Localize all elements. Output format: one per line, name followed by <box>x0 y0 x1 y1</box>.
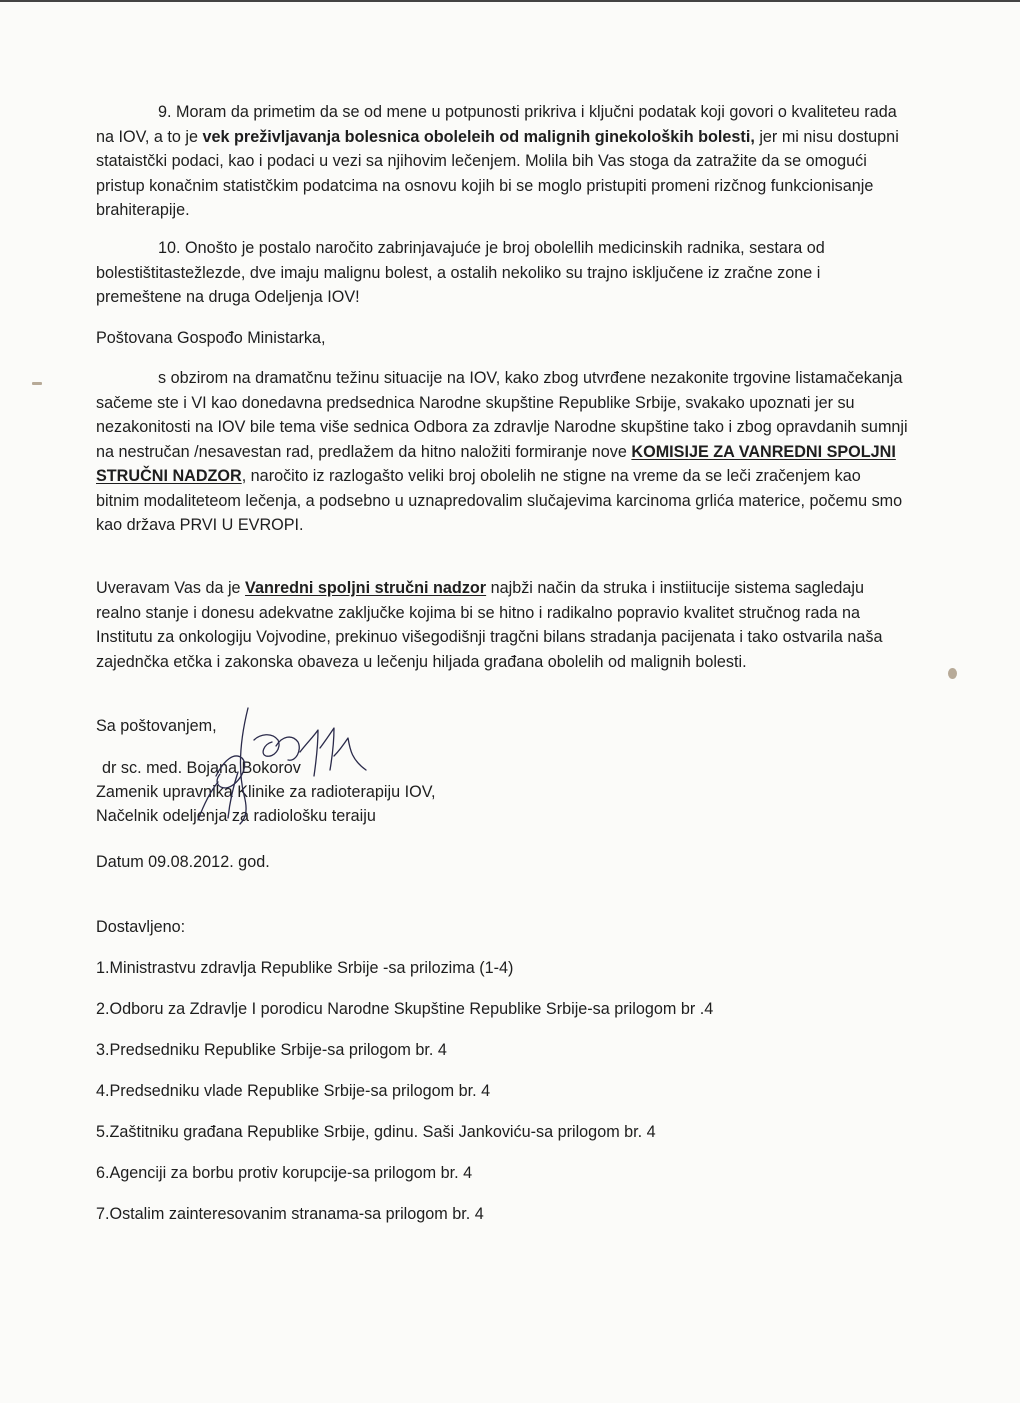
delivered-heading: Dostavljeno: <box>96 918 186 936</box>
paragraph-11 <box>96 366 908 538</box>
paragraph-9-bold: vek preživljavanja bolesnica oboleleih od malignih ginekoloških bolesti, <box>202 127 755 146</box>
paragraph-9 <box>96 100 908 223</box>
paragraph-12 <box>96 576 908 674</box>
recipient-item: 5.Zaštitniku građana Republike Srbije, gdinu. Saši Jankoviću-sa prilogom br. 4 <box>96 1123 656 1141</box>
signer-title-2: Načelnik odeljenja za radiološku teraiju <box>96 807 376 825</box>
paragraph-12-text-a: Uveravam Vas da je <box>96 579 246 597</box>
paragraph-11-bold: KOMISIJE ZA VANREDNI SPOLJNI STRUČNI NADZOR <box>96 442 896 485</box>
handwritten-signature-icon <box>168 700 368 830</box>
recipient-item: 3.Predsedniku Republike Srbije-sa prilogom br. 4 <box>96 1041 447 1059</box>
paragraph-11-text-b: , naročito iz razlogašto veliki broj obolelih ne stigne na vreme da se leči zračenjem kao bitnim modaliteteom lečenja, a podsebno u uznapredovalim slučajevima karcinoma grlića materice, počemu smo kao država PRVI U EVROPI. <box>96 467 903 534</box>
scan-speck <box>948 668 957 679</box>
paragraph-10: 10. Onošto je postalo naročito zabrinjavajuće je broj obolellih medicinskih radnika, sestara od bolestištitastežlezde, dve imaju malignu bolest, a ostalih nekoliko su trajno isključene iz zračne zone i premeštene na druga Odeljenja IOV! <box>96 239 825 306</box>
paragraph-9-text-a: 9. Moram da primetim da se od mene u potpunosti prikriva i ključni podatak koji govori o kvaliteteu rada na IOV, a to je <box>96 103 897 146</box>
date: Datum 09.08.2012. god. <box>96 853 270 871</box>
paragraph-11-text-a: s obzirom na dramatčnu težinu situacije na IOV, kako zbog utvrđene nezakonite trgovine listamačekanja sačeme ste i VI kao donedavna predsednica Narodne skupštine Republike Srbije, svakako upoznati jer su nezakonitosti na IOV bile tema više sednica Odbora za zdravlje Narodne skupštine tako i zbog opravdanih sumnji na nestručan /nesavestan rad, predlažem da hitno naložiti formiranje nove <box>96 369 908 461</box>
recipient-item: 4.Predsedniku vlade Republike Srbije-sa prilogom br. 4 <box>96 1082 491 1100</box>
page-top-edge <box>0 0 1020 2</box>
paragraph-12-bold: Vanredni spoljni stručni nadzor <box>245 579 487 597</box>
paragraph-9-text-b: jer mi nisu dostupni stataistčki podaci, kao i podaci u vezi sa njihovim lečenjem. Molila bih Vas stoga da zatražite da se omogući pristup konačnim statistčkim podatcima na osnovu kojih bi se moglo pristupiti promeni rizčnog funkcionisanje brahiterapije. <box>96 127 899 219</box>
recipient-item: 2.Odboru za Zdravlje I porodicu Narodne Skupštine Republike Srbije-sa prilogom br .4 <box>96 1000 714 1018</box>
paragraph-12-text-b: najbži način da struka i instiitucije sistema sagledaju realno stanje i donesu adekvatne zaključke kojima bi se hitno i radikalno popravio kvalitet stručnog rada na Institutu za onkologiju Vojvodine, prekinuo višegodišnji tragčni bilans stradanja pacijenata i tako ostvarila naša zajednčka etčka i zakonska obaveza u lečenju hiljada građana obolelih od malignih bolesti. <box>96 579 883 671</box>
salutation: Poštovana Gospođo Ministarka, <box>96 329 326 347</box>
closing: Sa poštovanjem, <box>96 717 217 735</box>
recipient-item: 1.Ministrastvu zdravlja Republike Srbije -sa prilozima (1-4) <box>96 959 514 977</box>
recipient-item: 6.Agenciji za borbu protiv korupcije-sa prilogom br. 4 <box>96 1164 473 1182</box>
signer-name: dr sc. med. Bojana Bokorov <box>102 759 301 777</box>
signer-title-1: Zamenik upravnika Klinike za radioterapiju IOV, <box>96 783 436 801</box>
recipient-item: 7.Ostalim zainteresovanim stranama-sa prilogom br. 4 <box>96 1205 484 1223</box>
scan-speck <box>32 382 42 385</box>
